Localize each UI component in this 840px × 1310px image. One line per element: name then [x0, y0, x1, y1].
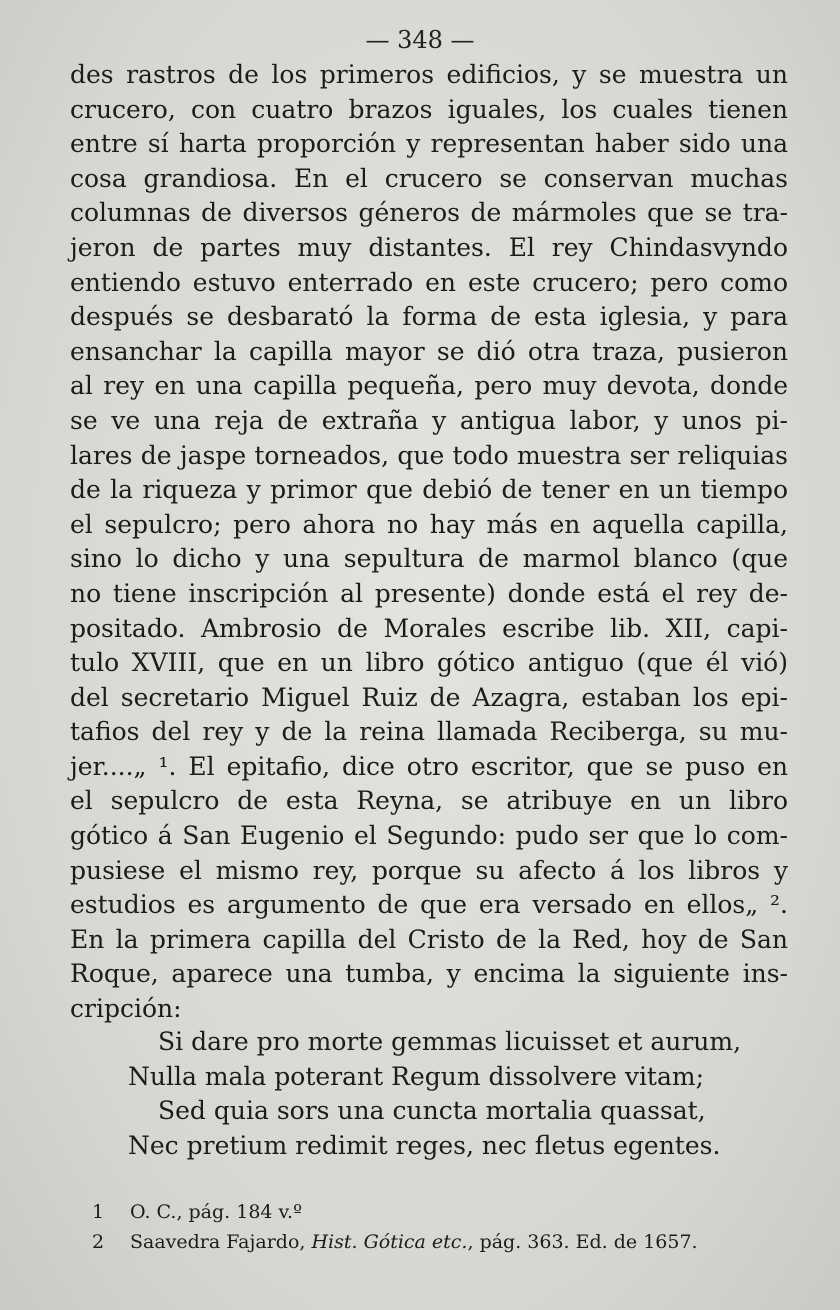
footnotes [92, 1197, 792, 1257]
text-line: del secretario Miguel Ruiz de Azagra, estaban los epi- [70, 682, 788, 712]
text-line: el sepulcro; pero ahora no hay más en aquella capilla, [70, 509, 788, 539]
footnote-text: O. C., pág. 184 v.º [130, 1201, 303, 1223]
text-line: columnas de diversos géneros de mármoles que se tra- [70, 198, 788, 228]
footnote-number: 1 [92, 1201, 105, 1223]
text-line: pusiese el mismo rey, porque su afecto á los libros y [70, 855, 788, 885]
text-line: ensanchar la capilla mayor se dió otra traza, pusieron [70, 336, 788, 366]
text-line: jer....„ ¹. El epitafio, dice otro escritor, que se puso en [70, 751, 788, 781]
text-line: entiendo estuvo enterrado en este crucero; pero como [70, 267, 788, 297]
footnote-author: Saavedra Fajardo, [130, 1231, 312, 1253]
text-line: jeron de partes muy distantes. El rey Chindasvyndo [70, 232, 788, 262]
text-line: tulo XVIII, que en un libro gótico antiguo (que él vió) [70, 648, 788, 678]
text-line: lares de jaspe torneados, que todo muestra ser reliquias [70, 440, 788, 470]
text-line: positado. Ambrosio de Morales escribe lib. XII, capi- [70, 613, 788, 643]
text-line: des rastros de los primeros edificios, y se muestra un [70, 60, 788, 89]
footnote-number: 2 [92, 1231, 105, 1253]
text-line: En la primera capilla del Cristo de la Red, hoy de San [70, 924, 788, 954]
text-line: crucero, con cuatro brazos iguales, los cuales tienen [70, 94, 788, 124]
text-line: cosa grandiosa. En el crucero se conservan muchas [70, 163, 788, 193]
footnote-title: Hist. Gótica etc. [311, 1231, 468, 1253]
text-line: tafios del rey y de la reina llamada Reciberga, su mu- [70, 717, 788, 747]
poem-verse: Nulla mala poterant Regum dissolvere vitam; [128, 1061, 705, 1091]
text-line: estudios es argumento de que era versado en ellos„ ². [70, 890, 788, 920]
text-line: entre sí harta proporción y representan haber sido una [70, 129, 788, 159]
text-line: Roque, aparece una tumba, y encima la siguiente ins- [70, 959, 788, 989]
text-line: el sepulcro de esta Reyna, se atribuye en un libro [70, 786, 788, 816]
footnote [92, 1227, 792, 1257]
text-line: cripción: [70, 994, 182, 1024]
poem-verse: Si dare pro morte gemmas licuisset et aurum, [158, 1027, 742, 1056]
footnote [92, 1197, 792, 1227]
footnote-reference: , pág. 363. Ed. de 1657. [467, 1231, 698, 1253]
text-line: se ve una reja de extraña y antigua labor, y unos pi- [70, 405, 788, 435]
text-line: de la riqueza y primor que debió de tener en un tiempo [70, 475, 788, 505]
body-text [70, 58, 788, 1027]
poem-verse: Nec pretium redimit reges, nec fletus egentes. [128, 1130, 721, 1160]
text-line: después se desbarató la forma de esta iglesia, y para [70, 302, 788, 332]
text-line: gótico á San Eugenio el Segundo: pudo ser que lo com- [70, 821, 788, 851]
text-line: al rey en una capilla pequeña, pero muy devota, donde [70, 371, 788, 401]
epitaph-poem [70, 1025, 788, 1163]
text-line: sino lo dicho y una sepultura de marmol blanco (que [70, 544, 788, 574]
poem-verse: Sed quia sors una cuncta mortalia quassat, [158, 1096, 706, 1126]
page-number: — 348 — [365, 26, 475, 54]
text-line: no tiene inscripción al presente) donde está el rey de- [70, 578, 788, 608]
